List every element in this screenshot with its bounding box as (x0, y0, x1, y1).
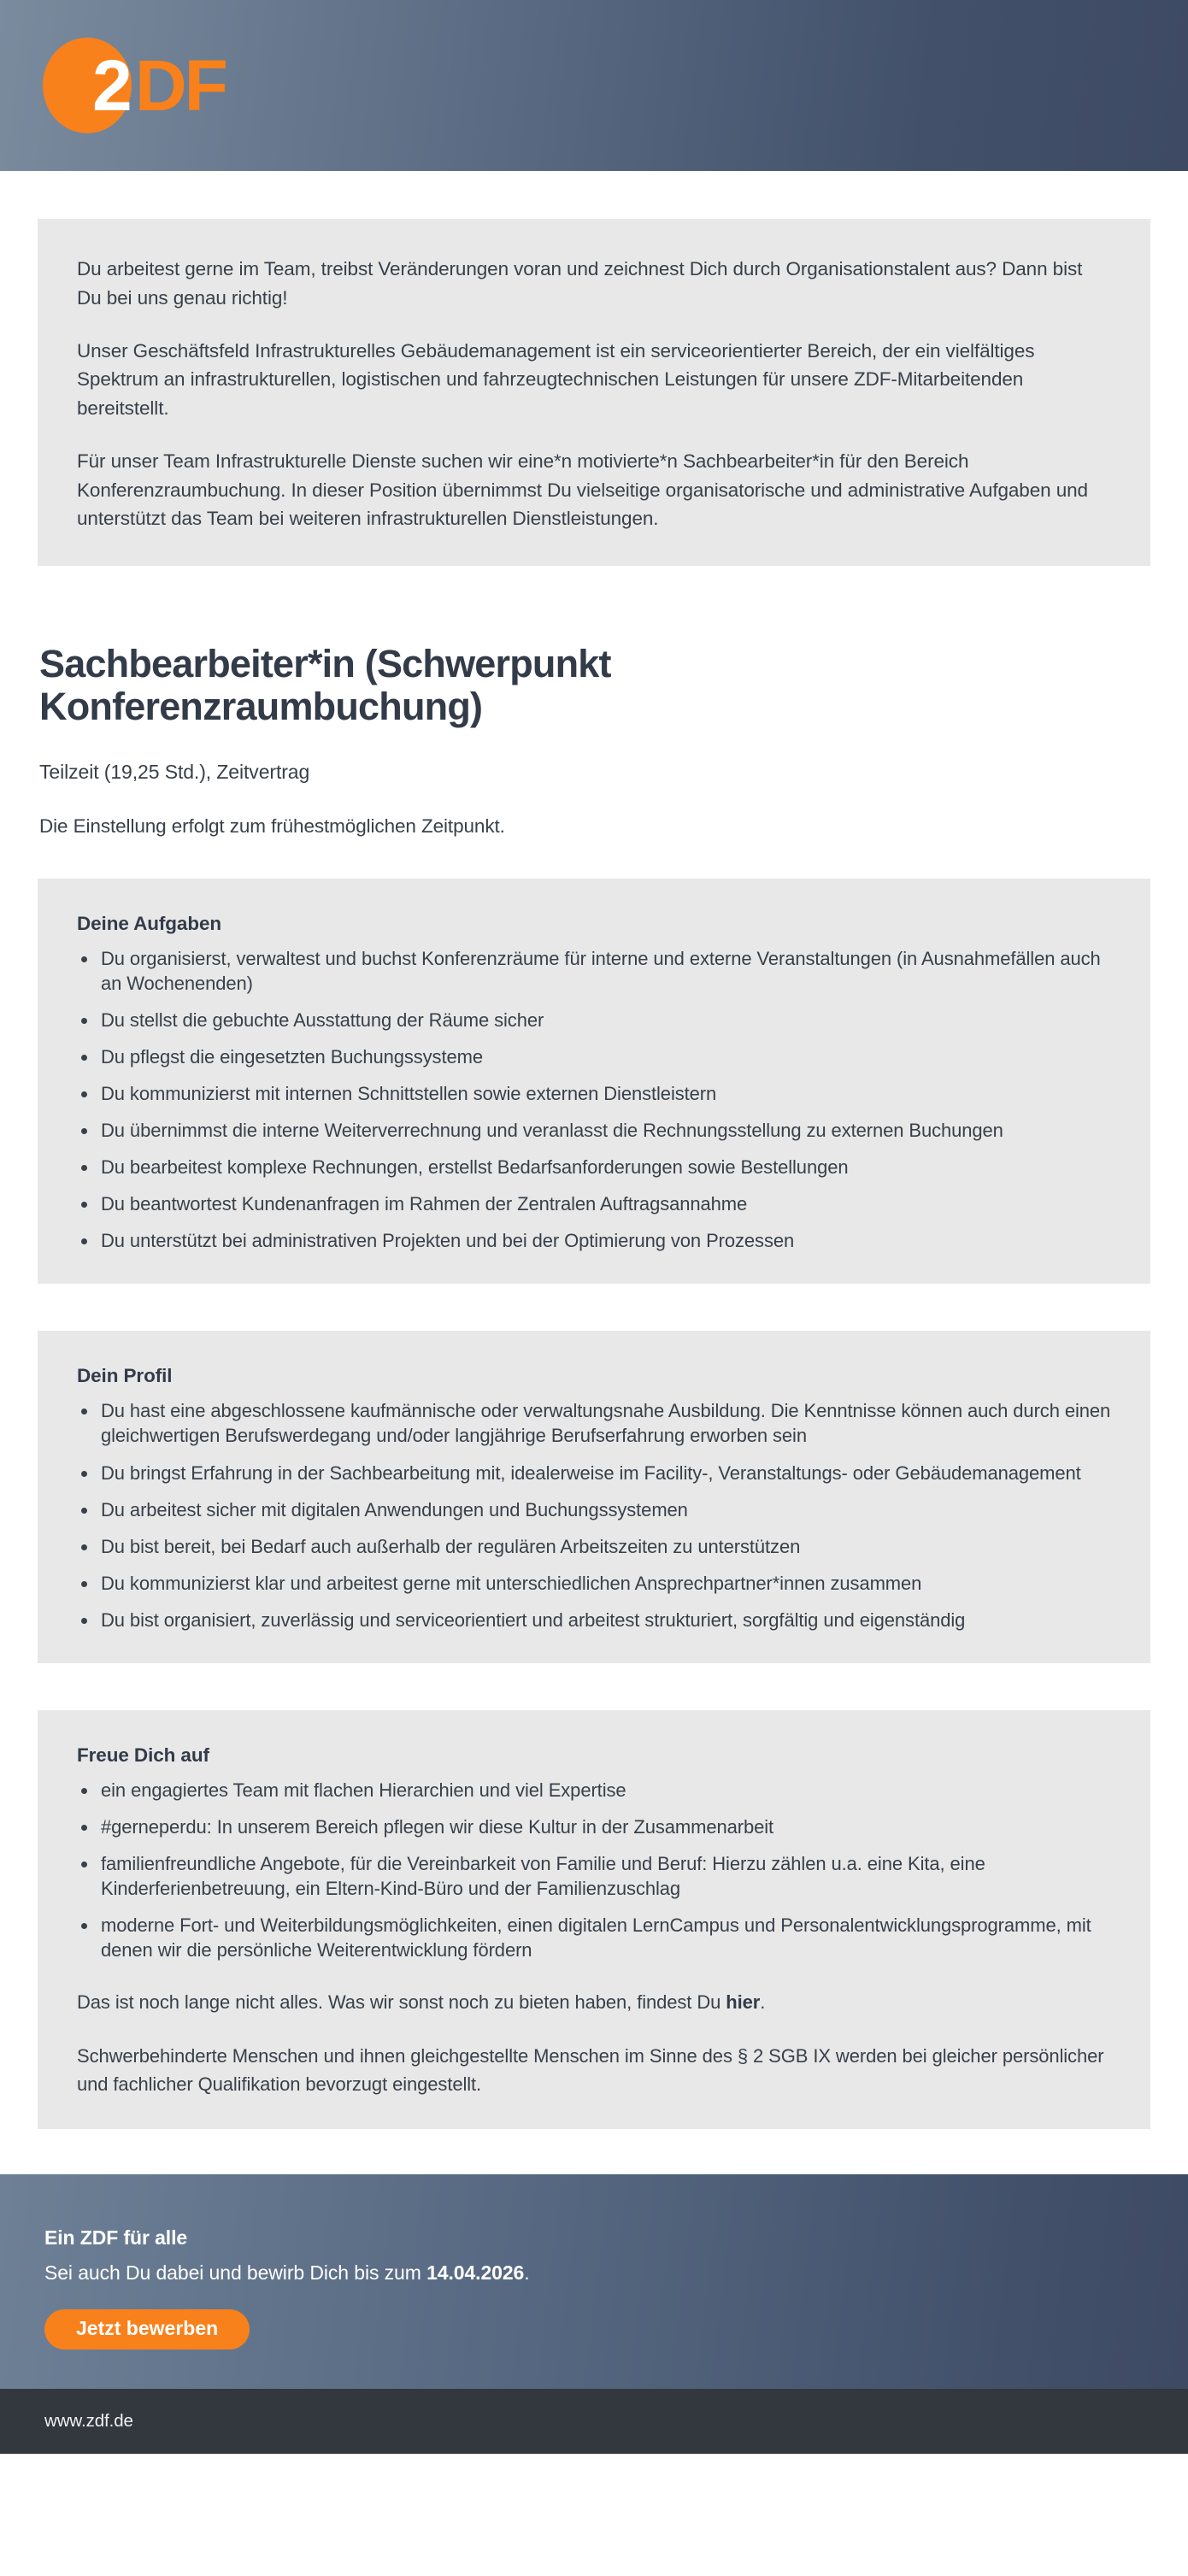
intro-paragraph-1: Du arbeitest gerne im Team, treibst Veränderungen voran und zeichnest Dich durch Organisationstalent aus? Dann bist Du bei uns genau richtig! (77, 258, 1083, 309)
zdf-logo-letters: DF (135, 45, 226, 126)
tasks-list (77, 946, 1111, 1253)
intro-card (38, 219, 1150, 566)
benefits-list (77, 1778, 1111, 1962)
page-title: Sachbearbeiter*in (Schwerpunkt Konferenzraumbuchung) (39, 642, 611, 729)
list-item: • Du bearbeitest komplexe Rechnungen, erstellst Bedarfsanforderungen sowie Bestellungen (98, 1155, 1111, 1179)
apply-now-button[interactable]: Jetzt bewerben (44, 2309, 250, 2350)
main-content (0, 219, 1188, 2129)
more-benefits-suffix: . (760, 1991, 766, 2013)
zdf-logo (43, 38, 248, 137)
bottom-bar (0, 2389, 1188, 2454)
intro-paragraph-2: Unser Geschäftsfeld Infrastrukturelles Gebäudemanagement ist ein serviceorientierter Bereich, der ein vielfältiges Spektrum an infrastrukturellen, logistischen und fahrzeugtechnischen Leistungen für unsere ZDF-Mitarbeitenden bereitstellt. (77, 339, 1035, 419)
apply-banner (0, 2174, 1188, 2389)
more-benefits-prefix: Das ist noch lange nicht alles. Was wir sonst noch zu bieten haben, findest Du (77, 1991, 726, 2013)
intro-paragraph-3: Für unser Team Infrastrukturelle Dienste suchen wir eine*n motivierte*n Sachbearbeiter*in für den Bereich Konferenzraumbuchung. In dieser Position übernimmst Du vielseitige organisatorische und administrative Aufgaben und unterstützt das Team bei weiteren infrastrukturellen Dienstleistungen. (77, 450, 1088, 530)
more-benefits-note (77, 1988, 1111, 2016)
hier-link[interactable]: hier (726, 1991, 761, 2013)
list-item: • Du kommunizierst mit internen Schnittstellen sowie externen Dienstleistern (98, 1081, 1111, 1106)
apply-banner-headline: Ein ZDF für alle (44, 2226, 188, 2249)
list-item: • Du bist bereit, bei Bedarf auch außerhalb der regulären Arbeitszeiten zu unterstützen (98, 1534, 1111, 1559)
zdf-logo-digit: 2 (92, 45, 132, 126)
profile-list (77, 1398, 1111, 1632)
employment-type: Teilzeit (19,25 Std.), Zeitvertrag (39, 760, 310, 783)
tasks-heading: Deine Aufgaben (77, 913, 222, 935)
profile-card (38, 1331, 1150, 1662)
header-banner (0, 0, 1188, 171)
benefits-heading: Freue Dich auf (77, 1744, 209, 1766)
start-date-note: Die Einstellung erfolgt zum frühestmöglichen Zeitpunkt. (39, 815, 505, 837)
list-item: • moderne Fort- und Weiterbildungsmöglichkeiten, einen digitalen LernCampus und Personalentwicklungsprogramme, mit denen wir die persönliche Weiterentwicklung fördern (98, 1913, 1111, 1962)
list-item: • familienfreundliche Angebote, für die Vereinbarkeit von Familie und Beruf: Hierzu zählen u.a. eine Kita, eine Kinderferienbetreuung, ein Eltern-Kind-Büro und der Familienzuschlag (98, 1851, 1111, 1901)
apply-deadline-date: 14.04.2026 (426, 2261, 525, 2284)
list-item: • Du pflegst die eingesetzten Buchungssysteme (98, 1044, 1111, 1069)
list-item: • Du übernimmst die interne Weiterverrechnung und veranlasst die Rechnungsstellung zu externen Buchungen (98, 1118, 1111, 1143)
list-item: • Du bringst Erfahrung in der Sachbearbeitung mit, idealerweise im Facility-, Veranstaltungs- oder Gebäudemanagement (98, 1461, 1111, 1485)
apply-deadline-prefix: Sei auch Du dabei und bewirb Dich bis zum (44, 2261, 427, 2284)
tasks-card (38, 879, 1150, 1284)
website-url: www.zdf.de (44, 2411, 133, 2432)
list-item: • Du stellst die gebuchte Ausstattung der Räume sicher (98, 1008, 1111, 1032)
apply-deadline-line (44, 2259, 1144, 2287)
benefits-card (38, 1710, 1150, 2129)
list-item: • Du organisierst, verwaltest und buchst Konferenzräume für interne und externe Veranstaltungen (in Ausnahmefällen auch an Wochenenden) (98, 946, 1111, 996)
profile-heading: Dein Profil (77, 1365, 173, 1387)
list-item: • Du beantwortest Kundenanfragen im Rahmen der Zentralen Auftragsannahme (98, 1191, 1111, 1216)
list-item: • ein engagiertes Team mit flachen Hierarchien und viel Expertise (98, 1778, 1111, 1803)
list-item: • Du unterstützt bei administrativen Projekten und bei der Optimierung von Prozessen (98, 1228, 1111, 1253)
list-item: • Du arbeitest sicher mit digitalen Anwendungen und Buchungssystemen (98, 1497, 1111, 1522)
list-item: • Du hast eine abgeschlossene kaufmännische oder verwaltungsnahe Ausbildung. Die Kenntnisse können auch durch einen gleichwertigen Berufswerdegang und/oder langjährige Berufserfahrung erworben sein (98, 1398, 1111, 1448)
apply-deadline-suffix: . (524, 2261, 530, 2284)
list-item: • Du bist organisiert, zuverlässig und serviceorientiert und arbeitest strukturiert, sorgfältig und eigenständig (98, 1608, 1111, 1632)
equality-note: Schwerbehinderte Menschen und ihnen gleichgestellte Menschen im Sinne des § 2 SGB IX werden bei gleicher persönlicher und fachlicher Qualifikation bevorzugt eingestellt. (77, 2044, 1104, 2095)
list-item: • Du kommunizierst klar und arbeitest gerne mit unterschiedlichen Ansprechpartner*innen zusammen (98, 1571, 1111, 1596)
list-item: • #gerneperdu: In unserem Bereich pflegen wir diese Kultur in der Zusammenarbeit (98, 1814, 1111, 1839)
